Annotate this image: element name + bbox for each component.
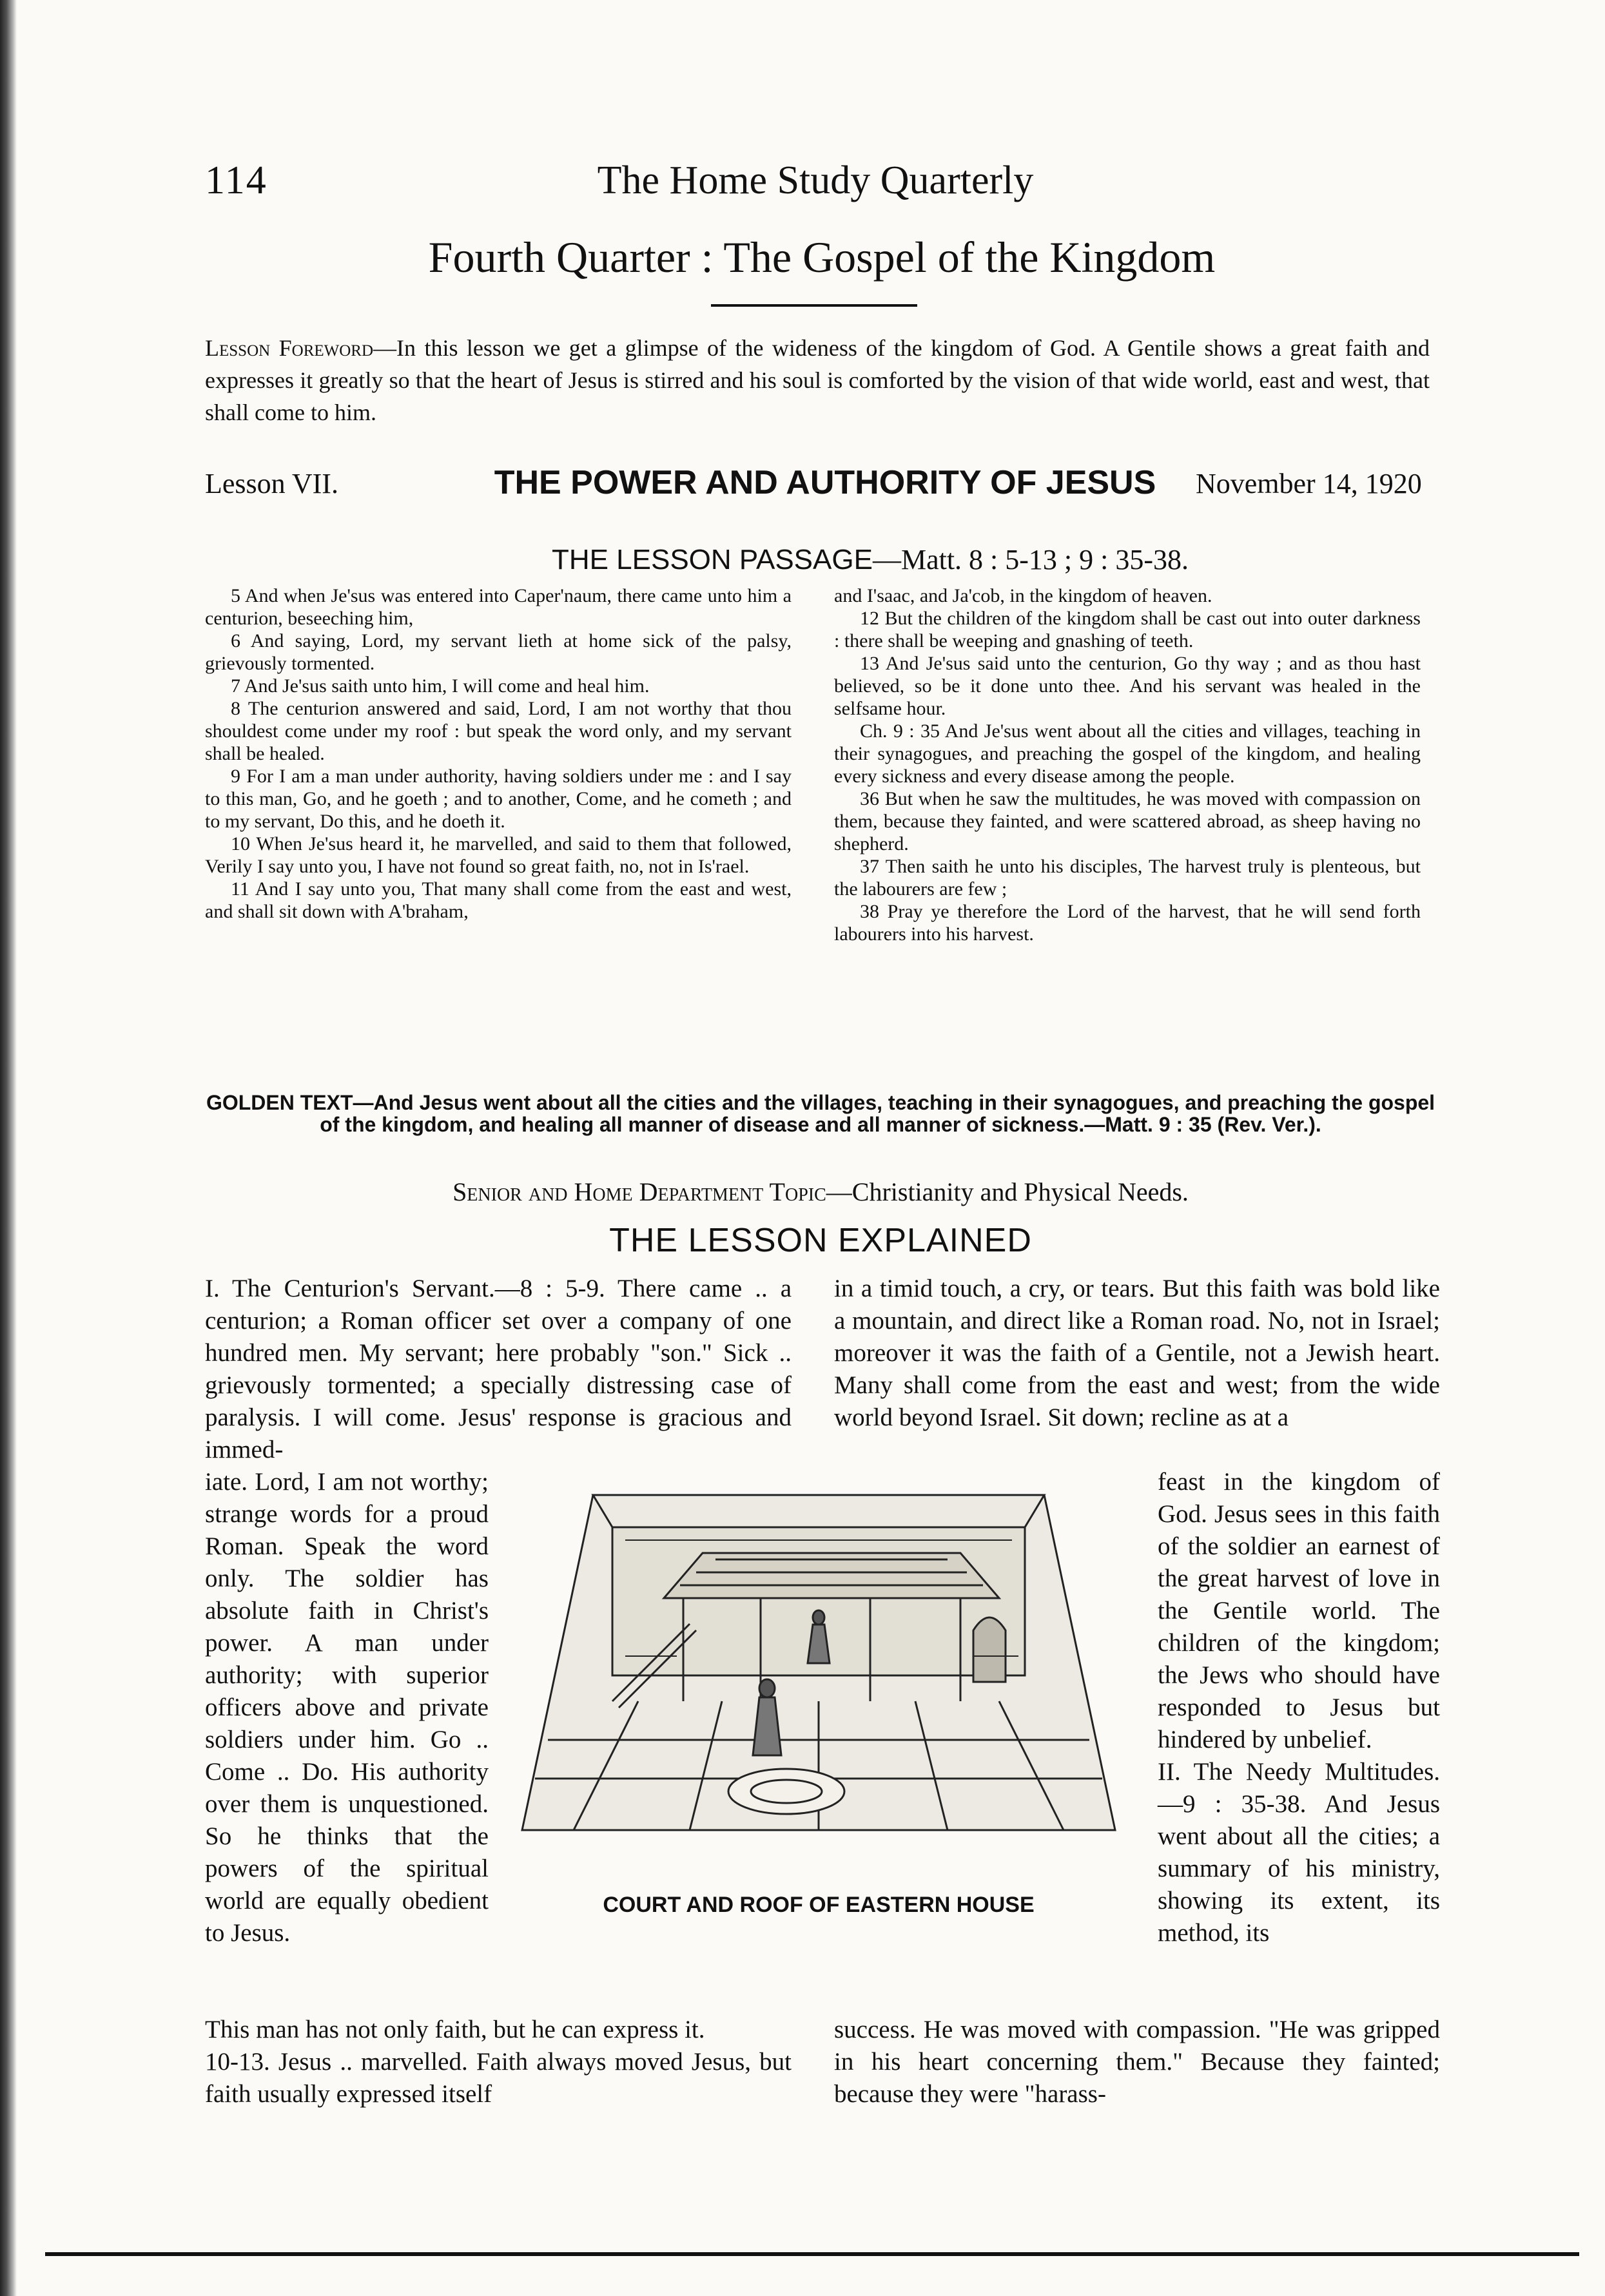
lesson-explained-heading: THE LESSON EXPLAINED xyxy=(609,1222,1032,1259)
lesson-passage-heading xyxy=(387,543,1354,576)
passage-column-right xyxy=(834,584,1421,945)
golden-text: GOLDEN TEXT—And Jesus went about all the cities and the villages, teaching in their synagogues, and preaching the gospel of the kingdom, and healing all manner of disease and all manner of sickness.—Matt. 9 : 35 (Rev. Ver.). xyxy=(206,1091,1435,1136)
bottom-rule xyxy=(45,2252,1579,2256)
passage-verse: Ch. 9 : 35 And Je'sus went about all the cities and villages, teaching in their synagogues, and preaching the gospel of the kingdom, and healing every sickness and every disease among the people. xyxy=(834,720,1421,787)
passage-verse: 9 For I am a man under authority, having soldiers under me : and I say to this man, Go, and he goeth ; and to another, Come, and he cometh ; and to my servant, Do this, and he doeth it. xyxy=(205,766,792,832)
passage-verse: 7 And Je'sus saith unto him, I will come and heal him. xyxy=(231,675,650,697)
foreword-label: Lesson Foreword xyxy=(205,335,374,361)
passage-reference: —Matt. 8 : 5-13 ; 9 : 35-38. xyxy=(872,544,1189,575)
passage-verse: 13 And Je'sus said unto the centurion, Go thy way ; and as thou hast believed, so be it done unto thee. And his servant was healed in the selfsame hour. xyxy=(834,653,1421,719)
passage-verse: 6 And saying, Lord, my servant lieth at home sick of the palsy, grievously tormented. xyxy=(205,630,792,674)
passage-column-left xyxy=(205,584,792,923)
passage-verse: 8 The centurion answered and said, Lord, I am not worthy that thou shouldest come under my roof : but speak the word only, and my servant shall be healed. xyxy=(205,698,792,764)
explained-right-wrap: feast in the kingdom of God. Jesus sees in this faith of the soldier an earnest of the great harvest of love in the Gentile world. The children of the kingdom; the Jews who should have responded to Jesus but hindered by unbelief. II. The Needy Multitudes.—9 : 35-38. And Jesus went about all the cities; a summary of his ministry, showing its extent, its method, its xyxy=(1158,1468,1440,1947)
illustration-caption: COURT AND ROOF OF EASTERN HOUSE xyxy=(603,1893,1035,1917)
explained-left-wrap: iate. Lord, I am not worthy; strange words for a proud Roman. Speak the word only. The soldier has absolute faith in Christ's power. A man under authority; with superior officers above and private soldiers under him. Go .. Come .. Do. His authority over them is unquestioned. So he thinks that the powers of the spiritual world are equally obedient to Jesus. xyxy=(205,1468,489,1947)
lesson-title: THE POWER AND AUTHORITY OF JESUS xyxy=(494,464,1156,501)
explained-right-top: in a timid touch, a cry, or tears. But this faith was bold like a mountain, and direct like a Roman road. No, not in Israel; moreover it was the faith of a Gentile, not a Jewish heart. Many shall come from the east and west; from the wide world beyond Israel. Sit down; recline as at a xyxy=(834,1275,1440,1431)
passage-verse: 38 Pray ye therefore the Lord of the harvest, that he will send forth labourers into his harvest. xyxy=(834,901,1421,945)
passage-label: THE LESSON PASSAGE xyxy=(551,544,873,575)
topic-label: Senior and Home Department Topic xyxy=(452,1177,826,1206)
explained-right-bottom: success. He was moved with compassion. "He was gripped in his heart concerning them." Because they fainted; because they were "harass- xyxy=(834,2016,1440,2108)
quarter-title: Fourth Quarter : The Gospel of the Kingdom xyxy=(428,233,1216,282)
running-head: The Home Study Quarterly xyxy=(597,159,1034,202)
passage-verse: 10 When Je'sus heard it, he marvelled, and said to them that followed, Verily I say unto you, I have not found so great faith, no, not in Is'rael. xyxy=(205,833,792,877)
lesson-number: Lesson VII. xyxy=(205,468,338,499)
page-binding-edge xyxy=(0,0,17,2296)
foreword-text: —In this lesson we get a glimpse of the wideness of the kingdom of God. A Gentile shows a great faith and expresses it greatly so that the heart of Jesus is stirred and his soul is comforted by the vision of that wide world, east and west, that shall come to him. xyxy=(205,335,1430,425)
passage-verse: 11 And I say unto you, That many shall come from the east and west, and shall sit down with A'braham, xyxy=(205,878,792,922)
page-number: 114 xyxy=(205,159,268,202)
explained-left-bottom: This man has not only faith, but he can express it. 10-13. Jesus .. marvelled. Faith always moved Jesus, but faith usually expressed itself xyxy=(205,2016,792,2108)
passage-verse: 5 And when Je'sus was entered into Caper'naum, there came unto him a centurion, beseeching him, xyxy=(205,585,792,629)
topic-text: —Christianity and Physical Needs. xyxy=(826,1177,1189,1206)
passage-verse: 12 But the children of the kingdom shall be cast out into outer darkness : there shall be weeping and gnashing of teeth. xyxy=(834,608,1421,651)
eastern-house-illustration xyxy=(509,1469,1128,1882)
passage-verse: 37 Then saith he unto his disciples, The harvest truly is plenteous, but the labourers are few ; xyxy=(834,856,1421,900)
passage-verse: and I'saac, and Ja'cob, in the kingdom of heaven. xyxy=(834,585,1212,606)
lesson-foreword xyxy=(205,332,1430,429)
lesson-date: November 14, 1920 xyxy=(1196,468,1422,499)
title-rule xyxy=(711,304,917,307)
department-topic xyxy=(205,1177,1436,1207)
explained-left-top: I. The Centurion's Servant.—8 : 5-9. There came .. a centurion; a Roman officer set over a company of one hundred men. My servant; here probably "son." Sick .. grievously tormented; a specially distressing case of paralysis. I will come. Jesus' response is gracious and immed- xyxy=(205,1275,792,1463)
passage-verse: 36 But when he saw the multitudes, he was moved with compassion on them, because they fainted, and were scattered abroad, as sheep having no shepherd. xyxy=(834,788,1421,854)
